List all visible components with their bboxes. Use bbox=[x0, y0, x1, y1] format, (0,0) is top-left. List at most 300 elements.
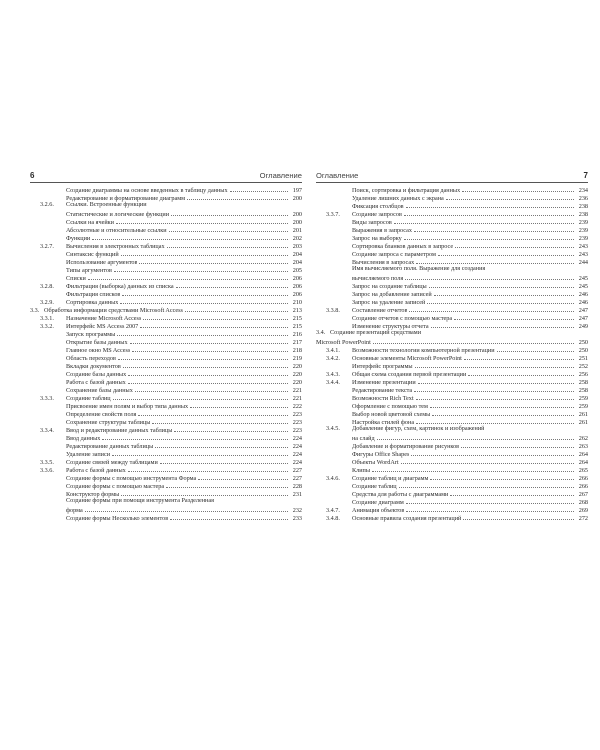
toc-entry-page: 215 bbox=[292, 315, 302, 322]
toc-entry-page: 204 bbox=[292, 251, 302, 258]
dot-leader bbox=[160, 457, 288, 464]
toc-entry bbox=[316, 401, 588, 409]
running-head: Оглавление bbox=[316, 171, 359, 180]
toc-entry-page: 247 bbox=[578, 315, 588, 322]
dot-leader bbox=[462, 185, 574, 192]
dot-leader bbox=[139, 257, 288, 264]
toc-entry-title: Основные элементы Microsoft PowerPoint bbox=[352, 355, 462, 362]
toc-entry-title: Фильтрация (выборка) данных из списка bbox=[66, 283, 174, 290]
toc-entry bbox=[316, 369, 588, 377]
toc-entry bbox=[30, 313, 302, 321]
toc-entry-page: 219 bbox=[292, 355, 302, 362]
dot-leader bbox=[88, 273, 288, 280]
toc-entry-title: Имя вычисляемого поля. Выражение для создания bbox=[352, 265, 486, 272]
toc-entry-title: Возможности Rich Text bbox=[352, 395, 414, 402]
toc-entry-title: Удаление записи bbox=[66, 451, 110, 458]
toc-entry-title: Добавление и форматирование рисунков bbox=[352, 443, 460, 450]
dot-leader bbox=[463, 513, 574, 520]
toc-entry bbox=[316, 497, 588, 505]
toc-entry bbox=[30, 305, 302, 313]
toc-entry-title: Создание таблиц bbox=[66, 395, 111, 402]
toc-entry-number: 3.3.7. bbox=[326, 211, 340, 218]
dot-leader bbox=[121, 249, 288, 256]
dot-leader bbox=[85, 505, 288, 512]
dot-leader bbox=[427, 297, 574, 304]
dot-leader bbox=[167, 241, 288, 248]
dot-leader bbox=[122, 289, 288, 296]
toc-entry bbox=[30, 289, 302, 297]
toc-entry-title: Общая схема создания первой презентации bbox=[352, 371, 467, 378]
toc-entry-title: Средства для работы с диаграммами bbox=[352, 491, 449, 498]
toc-entry bbox=[316, 289, 588, 297]
dot-leader bbox=[120, 297, 288, 304]
toc-entry-page: 220 bbox=[292, 371, 302, 378]
toc-entry-page: 201 bbox=[292, 227, 302, 234]
toc-entry-title: Фигуры Office Shapes bbox=[352, 451, 410, 458]
toc-entry-title: Создание формы с помощью инструмента Форма bbox=[66, 475, 197, 482]
toc-entry bbox=[316, 353, 588, 361]
toc-entry-title: Ссылки. Встроенные функции bbox=[66, 201, 147, 208]
toc-entry-title: Создание диаграммы на основе введенных в таблицу данных bbox=[66, 187, 228, 194]
dot-leader bbox=[430, 473, 574, 480]
toc-entry-page: 228 bbox=[292, 483, 302, 490]
toc-entry bbox=[316, 273, 588, 281]
dot-leader bbox=[102, 433, 288, 440]
toc-entry-title: Работа с базой данных bbox=[66, 379, 126, 386]
toc-entry bbox=[316, 465, 588, 473]
toc-entry bbox=[316, 201, 588, 209]
dot-leader bbox=[130, 337, 288, 344]
toc-entry bbox=[30, 193, 302, 201]
toc-entry-page: 205 bbox=[292, 267, 302, 274]
toc-entry bbox=[30, 265, 302, 273]
dot-leader bbox=[438, 249, 574, 256]
toc-entry-page: 221 bbox=[292, 387, 302, 394]
toc-entry-page: 197 bbox=[292, 187, 302, 194]
toc-entry bbox=[316, 305, 588, 313]
toc-entry-title: Запуск программы bbox=[66, 331, 116, 338]
toc-entry-page: 234 bbox=[578, 187, 588, 194]
toc-entry-page: 238 bbox=[578, 203, 588, 210]
toc-entry-page: 264 bbox=[578, 459, 588, 466]
toc-entry-title: Удаление лишних данных с экрана bbox=[352, 195, 444, 202]
toc-entry bbox=[316, 481, 588, 489]
toc-entry-page: 227 bbox=[292, 467, 302, 474]
toc-entry-title: Вкладки документов bbox=[66, 363, 121, 370]
toc-entry-page: 216 bbox=[292, 331, 302, 338]
toc-entry bbox=[316, 257, 588, 265]
toc-entry-page: 236 bbox=[578, 195, 588, 202]
toc-entry-page: 218 bbox=[292, 347, 302, 354]
toc-entry-title: Фиксация столбцов bbox=[352, 203, 404, 210]
toc-entry-page: 204 bbox=[292, 259, 302, 266]
toc-entry bbox=[316, 505, 588, 513]
toc-entry-title: Создание формы с помощью мастера bbox=[66, 483, 165, 490]
toc-list bbox=[316, 185, 588, 521]
toc-entry-page: 266 bbox=[578, 483, 588, 490]
toc-entry-title: Создание таблиц и диаграмм bbox=[352, 475, 429, 482]
toc-entry-page: 259 bbox=[578, 403, 588, 410]
toc-entry-title: Запрос на удаление записей bbox=[352, 299, 426, 306]
toc-entry-page: 264 bbox=[578, 451, 588, 458]
toc-entry bbox=[30, 505, 302, 513]
toc-entry-title: Конструктор формы bbox=[66, 491, 120, 498]
toc-entry bbox=[316, 449, 588, 457]
toc-entry bbox=[316, 489, 588, 497]
dot-leader bbox=[411, 449, 574, 456]
toc-entry bbox=[316, 513, 588, 521]
toc-entry-title: Создание запросов bbox=[352, 211, 402, 218]
toc-entry-title: Анимация объектов bbox=[352, 507, 405, 514]
toc-entry-page: 259 bbox=[578, 395, 588, 402]
toc-entry-page: 233 bbox=[292, 515, 302, 522]
toc-entry bbox=[30, 241, 302, 249]
toc-entry-number: 3.4.5. bbox=[326, 425, 340, 432]
toc-entry-page: 245 bbox=[578, 275, 588, 282]
toc-entry-page: 251 bbox=[578, 355, 588, 362]
toc-entry-page: 265 bbox=[578, 467, 588, 474]
toc-entry-page: 202 bbox=[292, 235, 302, 242]
toc-entry-page: 206 bbox=[292, 291, 302, 298]
toc-entry bbox=[30, 385, 302, 393]
dot-leader bbox=[406, 497, 574, 504]
toc-entry-number: 3.3.4. bbox=[40, 427, 54, 434]
dot-leader bbox=[118, 353, 288, 360]
dot-leader bbox=[123, 361, 288, 368]
dot-leader bbox=[434, 289, 574, 296]
toc-entry bbox=[316, 457, 588, 465]
toc-entry-title: на слайд bbox=[352, 435, 375, 442]
toc-entry bbox=[316, 225, 588, 233]
toc-entry bbox=[30, 465, 302, 473]
toc-entry-title: Изменение структуры отчета bbox=[352, 323, 429, 330]
left-page bbox=[30, 171, 302, 521]
dot-leader bbox=[128, 377, 288, 384]
dot-leader bbox=[497, 345, 574, 352]
toc-entry-page: 261 bbox=[578, 411, 588, 418]
toc-entry-title: Поиск, сортировка и фильтрация данных bbox=[352, 187, 461, 194]
toc-entry bbox=[316, 361, 588, 369]
toc-entry bbox=[316, 329, 588, 337]
right-page bbox=[316, 171, 588, 521]
toc-entry bbox=[30, 233, 302, 241]
toc-entry-page: 250 bbox=[578, 339, 588, 346]
toc-entry-title: Редактирование и форматирование диаграмм bbox=[66, 195, 186, 202]
toc-entry bbox=[30, 361, 302, 369]
toc-entry bbox=[30, 185, 302, 193]
dot-leader bbox=[169, 225, 288, 232]
toc-entry-page: 232 bbox=[292, 507, 302, 514]
toc-entry-title: Запрос на выборку bbox=[352, 235, 402, 242]
dot-leader bbox=[143, 313, 288, 320]
toc-entry-number: 3.2.9. bbox=[40, 299, 54, 306]
toc-entry-title: Создание связей между таблицами bbox=[66, 459, 158, 466]
toc-entry-number: 3.4.4. bbox=[326, 379, 340, 386]
toc-entry bbox=[316, 241, 588, 249]
toc-entry-title: Присвоение имен полям и выбор типа данных bbox=[66, 403, 189, 410]
toc-entry-number: 3.4.7. bbox=[326, 507, 340, 514]
dot-leader bbox=[198, 473, 288, 480]
toc-entry bbox=[30, 481, 302, 489]
toc-entry-title: Открытие базы данных bbox=[66, 339, 128, 346]
dot-leader bbox=[416, 417, 574, 424]
dot-leader bbox=[409, 305, 574, 312]
toc-entry-number: 3.2.6. bbox=[40, 201, 54, 208]
page-number: 6 bbox=[30, 171, 35, 180]
dot-leader bbox=[429, 281, 574, 288]
toc-entry-page: 221 bbox=[292, 395, 302, 402]
toc-entry bbox=[30, 329, 302, 337]
toc-entry-title: Синтаксис функций bbox=[66, 251, 119, 258]
toc-entry bbox=[30, 337, 302, 345]
toc-entry-title: Вычисления в электронных таблицах bbox=[66, 243, 165, 250]
toc-entry-title: Ссылки на ячейки bbox=[66, 219, 114, 226]
toc-entry bbox=[30, 393, 302, 401]
toc-entry bbox=[30, 473, 302, 481]
toc-entry-title: Вычисления в запросах bbox=[352, 259, 415, 266]
toc-entry-title: Использование аргументов bbox=[66, 259, 138, 266]
toc-entry-number: 3.3.3. bbox=[40, 395, 54, 402]
toc-entry bbox=[30, 449, 302, 457]
toc-entry-page: 217 bbox=[292, 339, 302, 346]
toc-entry-number: 3.4. bbox=[316, 329, 326, 336]
toc-entry-title: Запрос на добавление записей bbox=[352, 291, 432, 298]
dot-leader bbox=[116, 217, 288, 224]
dot-leader bbox=[176, 281, 288, 288]
dot-leader bbox=[431, 321, 574, 328]
toc-entry bbox=[316, 193, 588, 201]
toc-entry-page: 239 bbox=[578, 235, 588, 242]
toc-entry-number: 3.3.1. bbox=[40, 315, 54, 322]
toc-entry-page: 223 bbox=[292, 411, 302, 418]
toc-entry-title: Виды запросов bbox=[352, 219, 392, 226]
dot-leader bbox=[455, 241, 574, 248]
dot-leader bbox=[401, 457, 574, 464]
dot-leader bbox=[155, 441, 288, 448]
toc-entry-page: 246 bbox=[578, 299, 588, 306]
dot-leader bbox=[416, 393, 574, 400]
dot-leader bbox=[415, 361, 574, 368]
toc-entry bbox=[30, 369, 302, 377]
toc-entry-title: Создание презентаций средствами bbox=[330, 329, 422, 336]
toc-entry bbox=[316, 313, 588, 321]
dot-leader bbox=[454, 313, 574, 320]
toc-entry bbox=[30, 409, 302, 417]
toc-entry-page: 224 bbox=[292, 443, 302, 450]
toc-entry-page: 200 bbox=[292, 211, 302, 218]
toc-entry-page: 203 bbox=[292, 243, 302, 250]
dot-leader bbox=[112, 449, 288, 456]
toc-entry-title: Объекты WordArt bbox=[352, 459, 399, 466]
toc-entry bbox=[30, 257, 302, 265]
toc-entry bbox=[30, 249, 302, 257]
toc-entry bbox=[316, 393, 588, 401]
page-header bbox=[30, 171, 302, 183]
toc-entry-page: 272 bbox=[578, 515, 588, 522]
toc-entry-title: Интерфейс MS Access 2007 bbox=[66, 323, 139, 330]
toc-entry-title: Списки bbox=[66, 275, 86, 282]
toc-entry-title: Абсолютные и относительные ссылки bbox=[66, 227, 167, 234]
toc-entry-title: Выбор новой цветовой схемы bbox=[352, 411, 431, 418]
toc-entry-page: 247 bbox=[578, 307, 588, 314]
toc-entry bbox=[30, 425, 302, 433]
toc-entry-title: Microsoft PowerPoint bbox=[316, 339, 371, 346]
toc-entry-title: Основные правила создания презентаций bbox=[352, 515, 462, 522]
toc-entry-page: 224 bbox=[292, 451, 302, 458]
dot-leader bbox=[121, 489, 288, 496]
toc-entry bbox=[316, 425, 588, 433]
toc-entry bbox=[30, 297, 302, 305]
toc-entry-title: Работа с базой данных bbox=[66, 467, 126, 474]
toc-entry bbox=[316, 209, 588, 217]
toc-entry-number: 3.4.1. bbox=[326, 347, 340, 354]
toc-entry-title: Редактирование данных таблицы bbox=[66, 443, 154, 450]
toc-entry-page: 252 bbox=[578, 363, 588, 370]
toc-entry-title: Ввод и редактирование данных таблицы bbox=[66, 427, 173, 434]
toc-entry bbox=[30, 225, 302, 233]
toc-entry bbox=[316, 297, 588, 305]
dot-leader bbox=[404, 209, 574, 216]
dot-leader bbox=[166, 481, 288, 488]
toc-entry-number: 3.3.2. bbox=[40, 323, 54, 330]
dot-leader bbox=[230, 185, 288, 192]
dot-leader bbox=[128, 465, 288, 472]
toc-entry-page: 200 bbox=[292, 219, 302, 226]
toc-entry bbox=[316, 337, 588, 345]
toc-entry-title: Главное окно MS Access bbox=[66, 347, 131, 354]
toc-entry bbox=[30, 417, 302, 425]
toc-entry bbox=[316, 217, 588, 225]
toc-entry-page: 249 bbox=[578, 323, 588, 330]
toc-entry-number: 3.4.2. bbox=[326, 355, 340, 362]
toc-entry bbox=[316, 473, 588, 481]
dot-leader bbox=[464, 353, 574, 360]
toc-entry-page: 210 bbox=[292, 299, 302, 306]
toc-entry-page: 220 bbox=[292, 379, 302, 386]
toc-entry-title: Назначение Microsoft Access bbox=[66, 315, 142, 322]
toc-list bbox=[30, 185, 302, 521]
dot-leader bbox=[404, 233, 574, 240]
toc-entry-page: 261 bbox=[578, 419, 588, 426]
toc-entry-title: Добавление фигур, схем, картинок и изображений bbox=[352, 425, 485, 432]
dot-leader bbox=[92, 233, 288, 240]
toc-entry-page: 269 bbox=[578, 507, 588, 514]
toc-entry bbox=[30, 377, 302, 385]
toc-entry-page: 238 bbox=[578, 211, 588, 218]
toc-entry bbox=[30, 209, 302, 217]
toc-entry-page: 206 bbox=[292, 275, 302, 282]
toc-entry-title: Составление отчетов bbox=[352, 307, 408, 314]
toc-entry-title: форма bbox=[66, 507, 83, 514]
toc-entry-page: 246 bbox=[578, 291, 588, 298]
toc-entry bbox=[316, 409, 588, 417]
dot-leader bbox=[128, 369, 288, 376]
toc-entry bbox=[316, 281, 588, 289]
toc-entry bbox=[316, 417, 588, 425]
toc-entry-number: 3.4.3. bbox=[326, 371, 340, 378]
toc-entry bbox=[316, 265, 588, 273]
toc-entry-number: 3.3.8. bbox=[326, 307, 340, 314]
toc-entry-page: 245 bbox=[578, 283, 588, 290]
toc-entry-title: Создание таблиц bbox=[352, 483, 397, 490]
toc-entry-page: 258 bbox=[578, 387, 588, 394]
dot-leader bbox=[373, 337, 574, 344]
toc-entry-title: Определение свойств поля bbox=[66, 411, 137, 418]
toc-entry-page: 200 bbox=[292, 195, 302, 202]
toc-entry-title: Создание отчетов с помощью мастера bbox=[352, 315, 453, 322]
toc-entry-number: 3.2.8. bbox=[40, 283, 54, 290]
running-head: Оглавление bbox=[259, 171, 302, 180]
dot-leader bbox=[114, 265, 288, 272]
toc-entry bbox=[30, 353, 302, 361]
toc-entry bbox=[316, 321, 588, 329]
toc-entry bbox=[316, 233, 588, 241]
dot-leader bbox=[171, 209, 288, 216]
toc-entry-title: Фильтрация списков bbox=[66, 291, 121, 298]
toc-entry bbox=[30, 441, 302, 449]
toc-entry-number: 3.4.8. bbox=[326, 515, 340, 522]
page-number: 7 bbox=[583, 171, 588, 180]
toc-entry bbox=[316, 441, 588, 449]
toc-entry bbox=[316, 377, 588, 385]
dot-leader bbox=[406, 505, 574, 512]
toc-entry-page: 224 bbox=[292, 459, 302, 466]
toc-entry-page: 250 bbox=[578, 347, 588, 354]
toc-entry-title: Сохранение структуры таблицы bbox=[66, 419, 151, 426]
toc-entry-page: 223 bbox=[292, 419, 302, 426]
toc-entry-page: 227 bbox=[292, 475, 302, 482]
toc-entry-page: 239 bbox=[578, 227, 588, 234]
dot-leader bbox=[132, 345, 288, 352]
toc-entry-page: 231 bbox=[292, 491, 302, 498]
toc-entry-title: Выражения в запросах bbox=[352, 227, 412, 234]
toc-entry bbox=[316, 385, 588, 393]
toc-entry-number: 3.4.6. bbox=[326, 475, 340, 482]
toc-entry bbox=[30, 497, 302, 505]
toc-entry-page: 213 bbox=[292, 307, 302, 314]
toc-entry bbox=[30, 457, 302, 465]
toc-entry-title: Обработка информации средствами Microsoft Access bbox=[44, 307, 183, 314]
dot-leader bbox=[185, 305, 288, 312]
toc-entry-title: Типы аргументов bbox=[66, 267, 112, 274]
dot-leader bbox=[406, 201, 574, 208]
dot-leader bbox=[138, 409, 288, 416]
toc-entry-title: Ввод данных bbox=[66, 435, 101, 442]
toc-entry-title: Сортировка данных bbox=[66, 299, 119, 306]
toc-entry-page: 267 bbox=[578, 491, 588, 498]
toc-entry-title: Создание диаграмм bbox=[352, 499, 404, 506]
dot-leader bbox=[432, 409, 574, 416]
toc-entry-title: Создание базы данных bbox=[66, 371, 127, 378]
toc-entry-number: 3.3.6. bbox=[40, 467, 54, 474]
dot-leader bbox=[117, 329, 288, 336]
toc-entry-title: Сортировка бланков данных в запросе bbox=[352, 243, 454, 250]
toc-entry-page: 263 bbox=[578, 443, 588, 450]
toc-entry-title: Редактирование текста bbox=[352, 387, 413, 394]
toc-entry-title: Создание формы при помощи инструмента Разделенная bbox=[66, 497, 214, 504]
toc-entry-page: 222 bbox=[292, 403, 302, 410]
dot-leader bbox=[170, 513, 288, 520]
toc-entry-page: 243 bbox=[578, 251, 588, 258]
toc-entry-page: 256 bbox=[578, 371, 588, 378]
toc-entry-title: Сохранение базы данных bbox=[66, 387, 133, 394]
dot-leader bbox=[399, 481, 574, 488]
toc-entry-title: Изменение презентации bbox=[352, 379, 416, 386]
toc-entry bbox=[316, 249, 588, 257]
dot-leader bbox=[187, 193, 288, 200]
toc-entry bbox=[30, 273, 302, 281]
toc-entry-title: Клипы bbox=[352, 467, 370, 474]
